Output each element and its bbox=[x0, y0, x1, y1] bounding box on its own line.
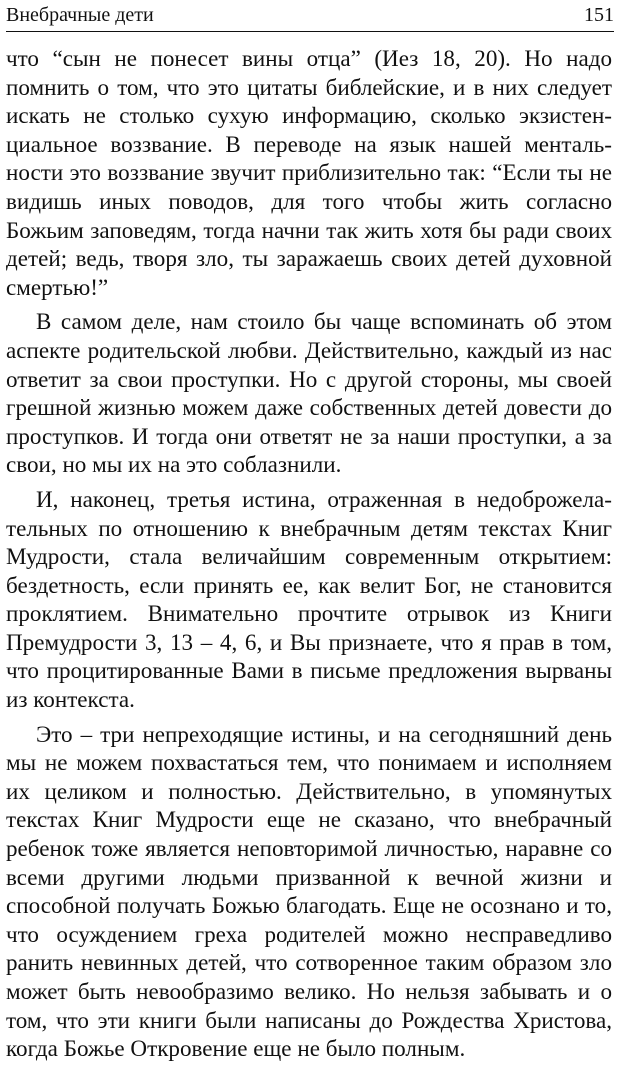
page-number: 151 bbox=[584, 4, 614, 26]
running-title: Внебрачные дети bbox=[6, 4, 154, 26]
paragraph: Это – три непреходящие истины, и на сегодняшний день мы не можем похвастаться тем, что понимаем и исполняем их целиком и полностью. Действительно, в упомянутых текстах Книг Мудрости еще не сказано, что внебрачный ребенок тоже является неповторимой личностью, наравне со всеми другими людьми призванной к вечной жизни и способной получать Божью благодать. Еще не осознано и то, что осуждением греха родителей можно несправедливо ранить невинных детей, что сотворенное таким образом зло может быть невообразимо велико. Но нельзя забывать и о том, что эти книги были написаны до Рождества Христова, когда Божье Откровение еще не было полным. bbox=[6, 720, 612, 1062]
paragraph: И, наконец, третья истина, отраженная в недоброжелательных по отношению к внебрачным детям текстах Книг Мудрости, стала величайшим современным открытием: бездетность, если принять ее, как велит Бог, не становится проклятием. Внимательно прочтите отрывок из Книги Премудрости 3, 13 – 4, 6, и Вы признаете, что я прав в том, что процитированные Вами в письме предложения вырваны из контекста. bbox=[6, 485, 612, 713]
body-text bbox=[6, 44, 612, 1069]
running-header bbox=[6, 0, 614, 32]
paragraph: В самом деле, нам стоило бы чаще вспоминать об этом аспекте родительской любви. Действительно, каждый из нас ответит за свои проступки. Но с другой стороны, мы своей грешной жизнью можем даже собственных детей довести до проступков. И тогда они ответят не за наши проступки, а за свои, но мы их на это соблазнили. bbox=[6, 308, 612, 478]
paragraph-continued: что “сын не понесет вины отца” (Иез 18, 20). Но надо помнить о том, что это цитаты библейские, и в них следует искать не столько сухую информацию, сколько экзистенциальное воззвание. В переводе на язык нашей ментальности это воззвание звучит приблизительно так: “Если ты не видишь иных поводов, для того чтобы жить согласно Божьим заповедям, тогда начни так жить хотя бы ради своих детей; ведь, творя зло, ты заражаешь своих детей духовной смертью!” bbox=[6, 45, 612, 300]
